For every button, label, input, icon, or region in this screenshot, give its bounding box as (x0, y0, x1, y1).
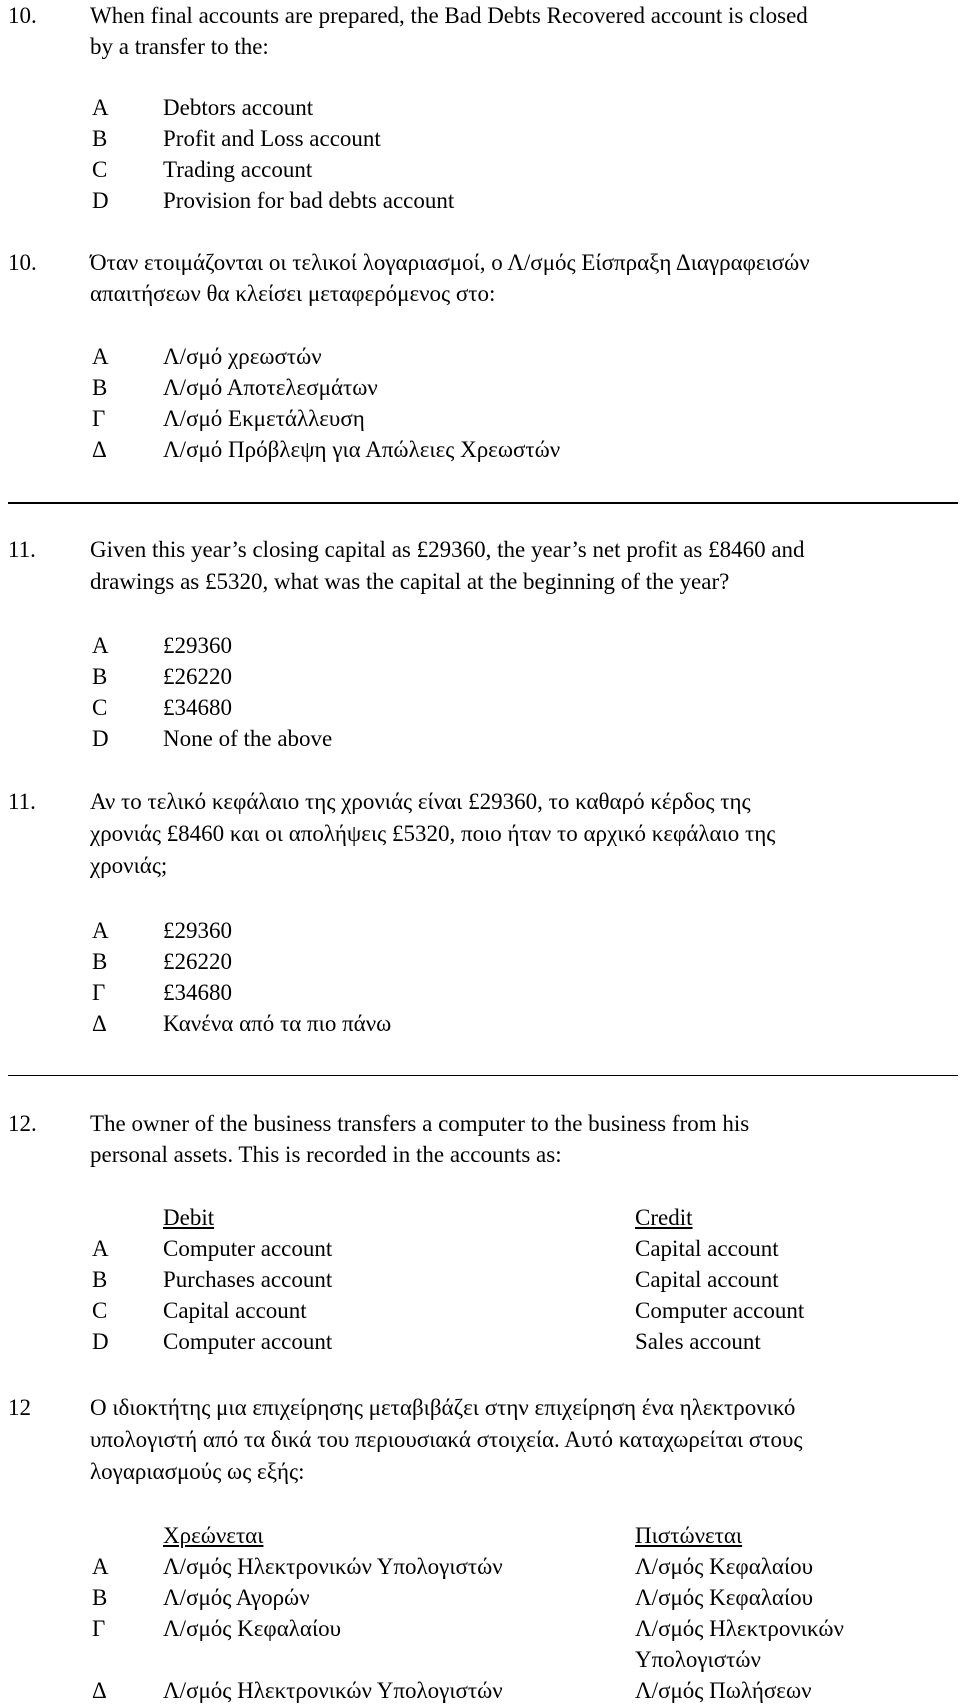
option-debit: Capital account (163, 1298, 307, 1323)
option-credit: Λ/σμός Κεφαλαίου (635, 1585, 814, 1610)
option-text: Debtors account (163, 95, 314, 120)
option-debit: Λ/σμός Ηλεκτρονικών Υπολογιστών (163, 1678, 503, 1703)
option-text: £29360 (163, 633, 232, 658)
question-number: 11. (8, 789, 36, 814)
option-letter: Δ (92, 1678, 107, 1703)
option-text: £26220 (163, 664, 232, 689)
debit-column-header: Debit (163, 1205, 215, 1230)
option-letter: A (92, 1236, 109, 1261)
option-text: Λ/σμό χρεωστών (163, 344, 322, 369)
question-text: The owner of the business transfers a computer to the business from his (90, 1111, 750, 1136)
option-letter: Γ (92, 406, 106, 431)
option-text: £26220 (163, 949, 232, 974)
option-text: Profit and Loss account (163, 126, 381, 151)
option-letter: D (92, 726, 109, 751)
option-letter: Β (92, 949, 108, 974)
option-text: £29360 (163, 918, 232, 943)
question-text: απαιτήσεων θα κλείσει μεταφερόμενος στο: (90, 281, 496, 306)
question-text: Given this year’s closing capital as £29360, the year’s net profit as £8460 and (90, 537, 805, 562)
question-text: Αν το τελικό κεφάλαιο της χρονιάς είναι £29360, το καθαρό κέρδος της (90, 789, 751, 814)
option-letter: Α (92, 1554, 109, 1579)
option-debit: Purchases account (163, 1267, 333, 1292)
option-text: £34680 (163, 980, 232, 1005)
option-letter: B (92, 664, 108, 689)
question-text: υπολογιστή από τα δικά του περιουσιακά στοιχεία. Αυτό καταχωρείται στους (90, 1427, 803, 1452)
option-credit: Λ/σμός Κεφαλαίου (635, 1554, 814, 1579)
option-text: Λ/σμό Αποτελεσμάτων (163, 375, 378, 400)
option-letter: C (92, 695, 108, 720)
question-text: When final accounts are prepared, the Bad Debts Recovered account is closed (90, 3, 808, 28)
question-text: χρονιάς £8460 και οι απολήψεις £5320, ποιο ήταν το αρχικό κεφάλαιο της (90, 821, 776, 846)
option-debit: Λ/σμός Αγορών (163, 1585, 310, 1610)
debit-column-header: Χρεώνεται (163, 1523, 264, 1548)
option-text: Λ/σμό Εκμετάλλευση (163, 406, 365, 431)
option-letter: B (92, 126, 108, 151)
question-text: χρονιάς; (90, 853, 168, 878)
option-debit: Computer account (163, 1329, 333, 1354)
option-text: Λ/σμό Πρόβλεψη για Απώλειες Χρεωστών (163, 437, 561, 462)
option-debit: Λ/σμός Ηλεκτρονικών Υπολογιστών (163, 1554, 503, 1579)
question-text: drawings as £5320, what was the capital at the beginning of the year? (90, 569, 730, 594)
question-text: personal assets. This is recorded in the accounts as: (90, 1142, 562, 1167)
option-text: £34680 (163, 695, 232, 720)
option-letter: Α (92, 344, 109, 369)
option-debit: Λ/σμός Κεφαλαίου (163, 1616, 342, 1641)
option-letter: Β (92, 375, 108, 400)
question-number: 11. (8, 537, 36, 562)
option-letter: B (92, 1267, 108, 1292)
question-number: 10. (8, 3, 37, 28)
question-number: 12 (8, 1395, 31, 1420)
section-divider (8, 1075, 958, 1076)
option-text: Provision for bad debts account (163, 188, 455, 213)
option-debit: Computer account (163, 1236, 333, 1261)
option-letter: D (92, 1329, 109, 1354)
option-letter: D (92, 188, 109, 213)
question-number: 12. (8, 1111, 37, 1136)
option-credit-continued: Υπολογιστών (635, 1647, 761, 1672)
option-credit: Computer account (635, 1298, 805, 1323)
option-letter: Δ (92, 437, 107, 462)
section-divider (8, 502, 958, 504)
option-letter: A (92, 633, 109, 658)
option-letter: A (92, 95, 109, 120)
option-letter: Γ (92, 1616, 106, 1641)
option-credit: Sales account (635, 1329, 761, 1354)
option-letter: Α (92, 918, 109, 943)
credit-column-header: Credit (635, 1205, 693, 1230)
credit-column-header: Πιστώνεται (635, 1523, 743, 1548)
question-number: 10. (8, 250, 37, 275)
option-credit: Capital account (635, 1236, 779, 1261)
option-text: None of the above (163, 726, 333, 751)
question-text: by a transfer to the: (90, 34, 269, 59)
option-credit: Capital account (635, 1267, 779, 1292)
question-text: Όταν ετοιμάζονται οι τελικοί λογαριασμοί, ο Λ/σμός Είσπραξη Διαγραφεισών (90, 250, 810, 275)
question-text: Ο ιδιοκτήτης μια επιχείρησης μεταβιβάζει στην επιχείρηση ένα ηλεκτρονικό (90, 1395, 796, 1420)
option-letter: Δ (92, 1011, 107, 1036)
option-letter: C (92, 157, 108, 182)
option-letter: Γ (92, 980, 106, 1005)
question-text: λογαριασμούς ως εξής: (90, 1459, 305, 1484)
option-text: Κανένα από τα πιο πάνω (163, 1011, 392, 1036)
option-credit: Λ/σμός Πωλήσεων (635, 1678, 812, 1703)
option-credit: Λ/σμός Ηλεκτρονικών (635, 1616, 844, 1641)
option-letter: Β (92, 1585, 108, 1610)
option-letter: C (92, 1298, 108, 1323)
option-text: Trading account (163, 157, 313, 182)
